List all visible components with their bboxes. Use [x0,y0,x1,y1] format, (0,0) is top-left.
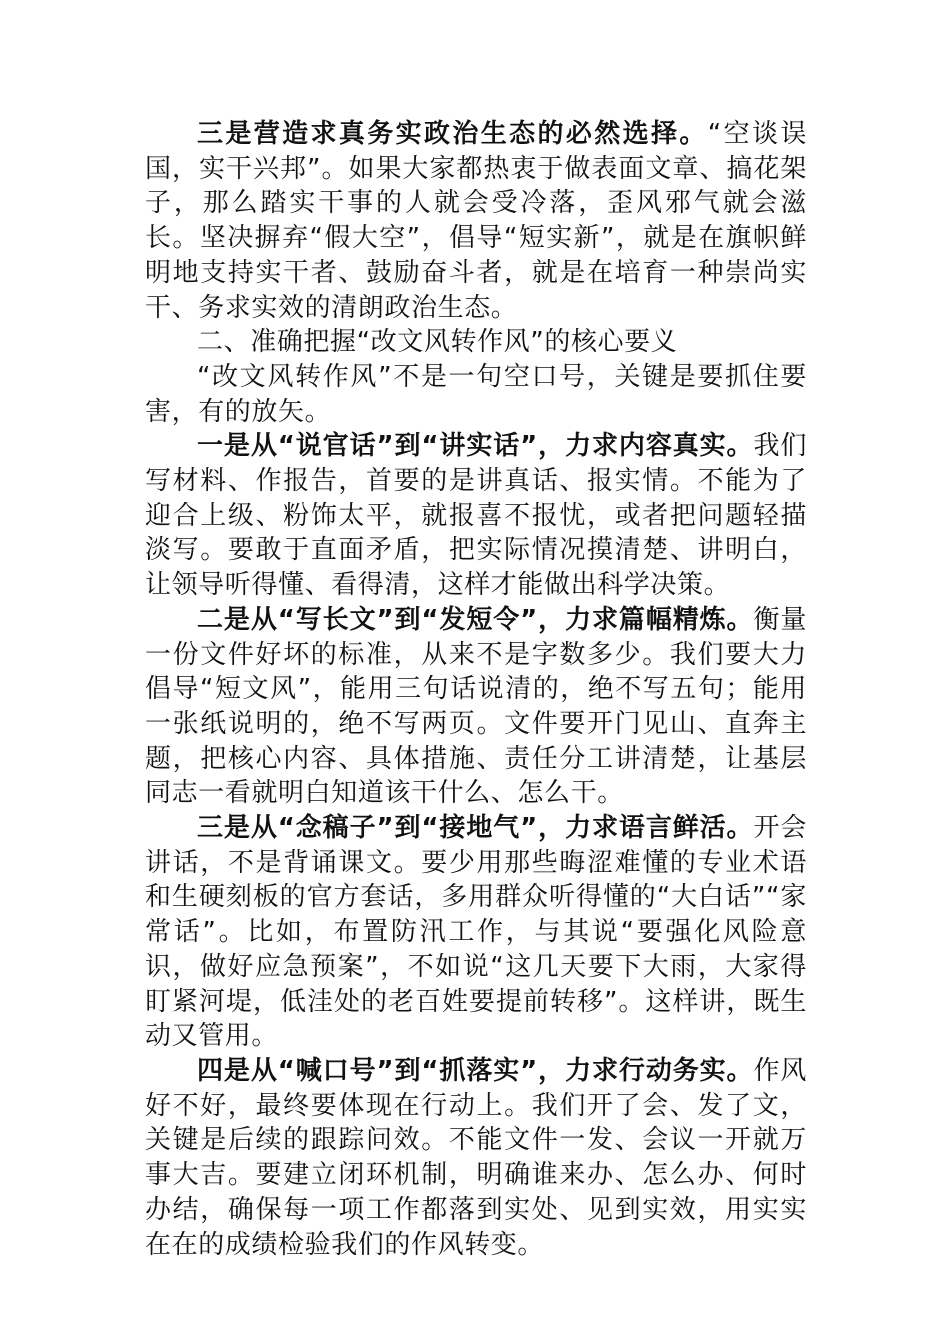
point-body: 作风好不好，最终要体现在行动上。我们开了会、发了文，关键是后续的跟踪问效。不能文件一发、会议一开就万事大吉。要建立闭环机制，明确谁来办、怎么办、何时办结，确保每一项工作都落到实处、见到实效，用实实在在的成绩检验我们的作风转变。 [145,1055,807,1260]
point-1 [145,429,807,603]
paragraph-political-ecology [145,117,807,325]
document-page [145,117,807,1262]
point-body: 衡量一份文件好坏的标准，从来不是字数多少。我们要大力倡导“短文风”，能用三句话说清的，绝不写五句；能用一张纸说明的，绝不写两页。文件要开门见山、直奔主题，把核心内容、具体措施、责任分工讲清楚，让基层同志一看就明白知道该干什么、怎么干。 [145,604,807,809]
section-intro: “改文风转作风”不是一句空口号，关键是要抓住要害，有的放矢。 [145,361,807,427]
paragraph-lead: 三是营造求真务实政治生态的必然选择。 [197,119,708,149]
point-body: 我们写材料、作报告，首要的是讲真话、报实情。不能为了迎合上级、粉饰太平，就报喜不报忧，或者把问题轻描淡写。要敢于直面矛盾，把实际情况摸清楚、讲明白，让领导听得懂、看得清，这样才能做出科学决策。 [145,431,807,601]
point-lead: 三是从“念稿子”到“接地气”，力求语言鲜活。 [197,813,754,844]
point-body: 开会讲话，不是背诵课文。要少用那些晦涩难懂的专业术语和生硬刻板的官方套话，多用群众听得懂的“大白话”“家常话”。比如，布置防汛工作，与其说“要强化风险意识，做好应急预案”，不如说“这几天要下大雨，大家得盯紧河堤，低洼处的老百姓要提前转移”。这样讲，既生动又管用。 [145,813,807,1052]
point-2 [145,603,807,811]
section-heading: 二、准确把握“改文风转作风”的核心要义 [197,327,678,358]
paragraph-body: “空谈误国，实干兴邦”。如果大家都热衷于做表面文章、搞花架子，那么踏实干事的人就会受冷落，歪风邪气就会滋长。坚决摒弃“假大空”，倡导“短实新”，就是在旗帜鲜明地支持实干者、鼓励奋斗者，就是在培育一种崇尚实干、务求实效的清朗政治生态。 [145,119,807,323]
point-lead: 四是从“喊口号”到“抓落实”，力求行动务实。 [197,1055,754,1086]
point-4 [145,1054,807,1262]
point-3 [145,811,807,1054]
point-lead: 二是从“写长文”到“发短令”，力求篇幅精炼。 [197,604,754,635]
point-lead: 一是从“说官话”到“讲实话”，力求内容真实。 [197,431,754,462]
